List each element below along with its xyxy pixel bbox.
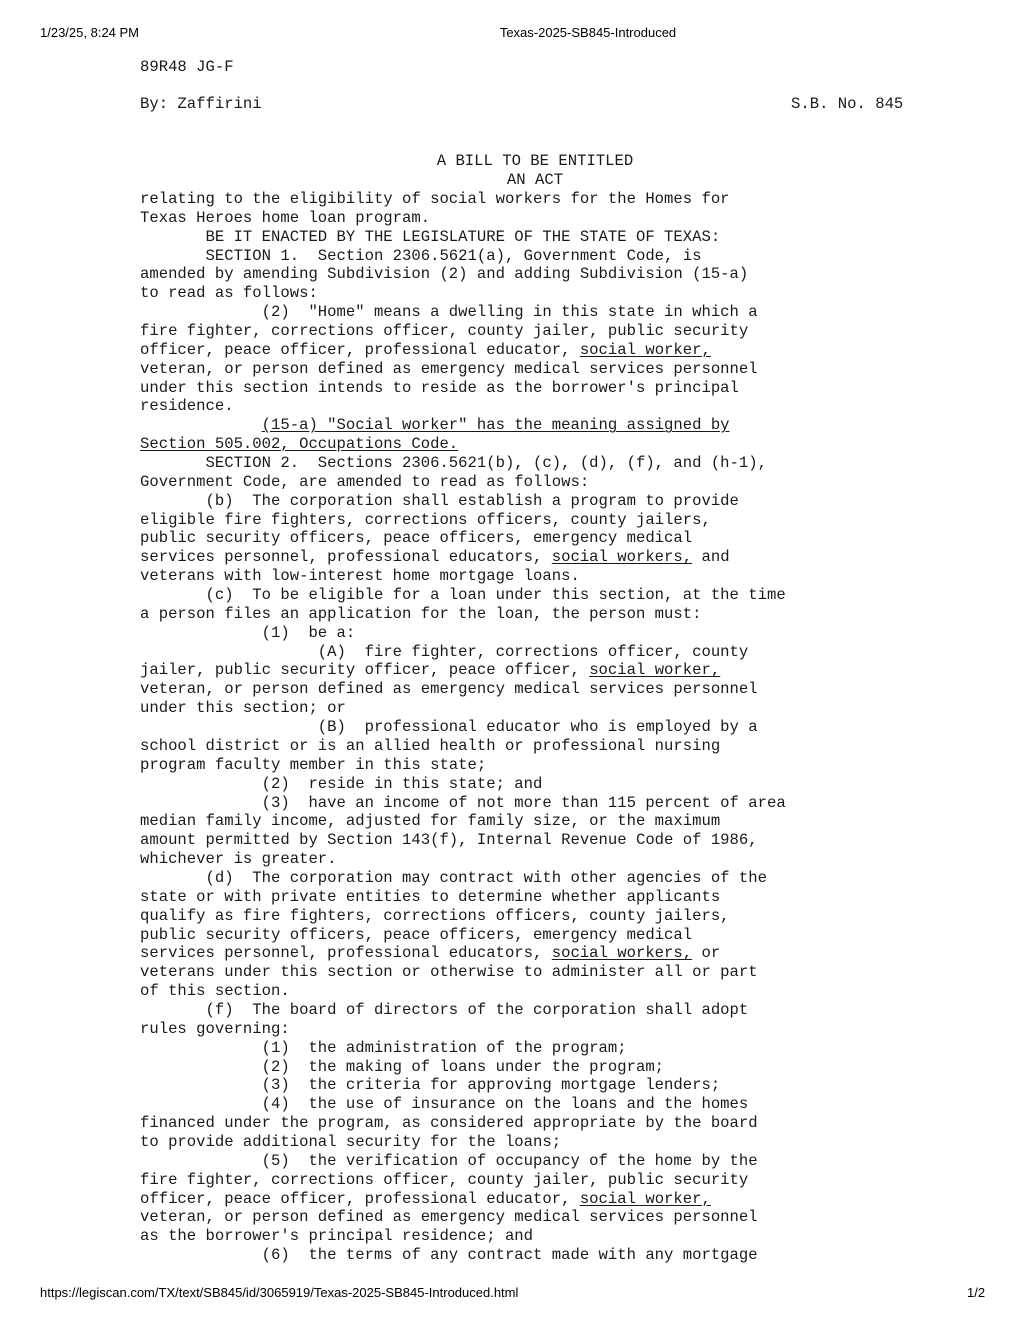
bill-heading-entitled: A BILL TO BE ENTITLED: [436, 152, 634, 170]
bill-text-line: [140, 907, 786, 926]
bill-text-segment: public security officers, peace officers, emergency medical: [140, 529, 693, 548]
bill-text-segment: public security officers, peace officers, emergency medical: [140, 925, 693, 944]
bill-text-line: [140, 548, 786, 567]
bill-text-line: [140, 1076, 786, 1095]
bill-text-line: [140, 1246, 786, 1265]
bill-draft-code: 89R48 JG-F: [140, 58, 234, 76]
bill-text-segment: or: [692, 944, 721, 963]
bill-text-line: [140, 1039, 786, 1058]
bill-text-line: [140, 473, 786, 492]
bill-text-segment: median family income, adjusted for family size, or the maximum: [140, 812, 721, 831]
bill-text-segment: (3) have an income of not more than 115 percent of area: [140, 793, 786, 812]
bill-text-line: [140, 831, 786, 850]
bill-heading: [0, 152, 1024, 190]
inserted-text: social worker,: [579, 340, 711, 359]
bill-text-line: [140, 1171, 786, 1190]
bill-text-segment: residence.: [140, 397, 234, 416]
bill-text-line: [140, 567, 786, 586]
bill-number: S.B. No. 845: [791, 95, 904, 113]
bill-text-segment: to read as follows:: [140, 284, 318, 303]
bill-text-line: [140, 1227, 786, 1246]
bill-text-line: [140, 624, 786, 643]
bill-text-segment: veterans with low-interest home mortgage loans.: [140, 567, 580, 586]
bill-text-line: [140, 511, 786, 530]
bill-text-line: [140, 265, 786, 284]
bill-text-line: [140, 926, 786, 945]
bill-text-segment: (B) professional educator who is employed by a: [140, 718, 758, 737]
bill-text-line: [140, 529, 786, 548]
bill-text-segment: under this section intends to reside as the borrower's principal: [140, 378, 739, 397]
bill-text-segment: officer, peace officer, professional educator,: [140, 1189, 580, 1208]
bill-text-line: [140, 379, 786, 398]
print-page-number: 1/2: [967, 1285, 986, 1300]
bill-text-line: [140, 492, 786, 511]
bill-text-line: [140, 322, 786, 341]
bill-text-line: [140, 228, 786, 247]
bill-text-segment: veteran, or person defined as emergency medical services personnel: [140, 359, 758, 378]
bill-text-line: [140, 888, 786, 907]
bill-text-line: [140, 850, 786, 869]
bill-text-segment: qualify as fire fighters, corrections officers, county jailers,: [140, 906, 730, 925]
print-datetime: 1/23/25, 8:24 PM: [40, 25, 140, 40]
bill-text-segment: BE IT ENACTED BY THE LEGISLATURE OF THE STATE OF TEXAS:: [140, 227, 721, 246]
bill-text-segment: amount permitted by Section 143(f), Internal Revenue Code of 1986,: [140, 831, 758, 850]
bill-text-line: [140, 699, 786, 718]
bill-text-segment: program faculty member in this state;: [140, 755, 487, 774]
bill-text-line: [140, 190, 786, 209]
bill-text-segment: fire fighter, corrections officer, county jailer, public security: [140, 322, 749, 341]
bill-text-line: [140, 416, 786, 435]
bill-text-segment: fire fighter, corrections officer, county jailer, public security: [140, 1170, 749, 1189]
bill-text-line: [140, 209, 786, 228]
bill-text-line: [140, 1133, 786, 1152]
inserted-text: Section 505.002, Occupations Code.: [140, 435, 459, 454]
inserted-text: social worker,: [589, 661, 721, 680]
bill-text-line: [140, 247, 786, 266]
bill-text-segment: (6) the terms of any contract made with any mortgage: [140, 1246, 758, 1265]
bill-text-segment: (2) the making of loans under the program;: [140, 1057, 665, 1076]
bill-text-line: [140, 435, 786, 454]
bill-text-line: [140, 1208, 786, 1227]
bill-text-segment: amended by amending Subdivision (2) and adding Subdivision (15-a): [140, 265, 749, 284]
bill-text-segment: whichever is greater.: [140, 850, 337, 869]
bill-text-line: [140, 1095, 786, 1114]
bill-text-line: [140, 963, 786, 982]
bill-text-segment: (A) fire fighter, corrections officer, county: [140, 642, 749, 661]
bill-text-segment: (2) "Home" means a dwelling in this state in which a: [140, 303, 758, 322]
bill-text-segment: and: [692, 548, 730, 567]
bill-text-line: [140, 756, 786, 775]
bill-text-line: [140, 794, 786, 813]
bill-text-line: [140, 680, 786, 699]
bill-text-line: [140, 586, 786, 605]
bill-text-segment: (1) the administration of the program;: [140, 1038, 627, 1057]
bill-text-line: [140, 718, 786, 737]
bill-text-segment: financed under the program, as considered appropriate by the board: [140, 1114, 758, 1133]
inserted-text: social workers,: [551, 548, 693, 567]
bill-text-segment: services personnel, professional educators,: [140, 548, 552, 567]
bill-text-segment: [140, 416, 262, 434]
bill-text-line: [140, 605, 786, 624]
bill-text-line: [140, 1114, 786, 1133]
bill-text-line: [140, 982, 786, 1001]
bill-text-segment: (4) the use of insurance on the loans and the homes: [140, 1095, 749, 1114]
bill-text-line: [140, 360, 786, 379]
bill-text-line: [140, 341, 786, 360]
bill-heading-act: AN ACT: [506, 170, 564, 189]
bill-text-segment: of this section.: [140, 982, 290, 1001]
bill-text-line: [140, 1001, 786, 1020]
bill-text-segment: a person files an application for the loan, the person must:: [140, 604, 702, 623]
print-page-title: Texas-2025-SB845-Introduced: [499, 25, 677, 40]
bill-text-segment: state or with private entities to determine whether applicants: [140, 887, 721, 906]
bill-author: By: Zaffirini: [140, 95, 262, 113]
bill-text-line: [140, 737, 786, 756]
bill-text-line: [140, 454, 786, 473]
bill-text-segment: eligible fire fighters, corrections officers, county jailers,: [140, 510, 711, 529]
bill-text-segment: officer, peace officer, professional educator,: [140, 340, 580, 359]
bill-text-segment: (d) The corporation may contract with other agencies of the: [140, 868, 767, 887]
bill-text-segment: veterans under this section or otherwise to administer all or part: [140, 963, 758, 982]
bill-text-segment: (f) The board of directors of the corporation shall adopt: [140, 1000, 749, 1019]
bill-text-segment: SECTION 1. Section 2306.5621(a), Government Code, is: [140, 246, 702, 265]
bill-text-line: [140, 775, 786, 794]
bill-text-segment: services personnel, professional educators,: [140, 944, 552, 963]
bill-text-segment: to provide additional security for the loans;: [140, 1132, 562, 1151]
bill-text-segment: Texas Heroes home loan program.: [140, 208, 431, 227]
bill-text-line: [140, 643, 786, 662]
bill-text-segment: Government Code, are amended to read as follows:: [140, 472, 590, 491]
inserted-text: social workers,: [551, 944, 693, 963]
bill-text-line: [140, 944, 786, 963]
bill-text-segment: veteran, or person defined as emergency medical services personnel: [140, 680, 758, 699]
inserted-text: (15-a) "Social worker" has the meaning assigned by: [261, 416, 730, 435]
bill-text-segment: (c) To be eligible for a loan under this section, at the time: [140, 586, 786, 605]
bill-text-segment: (b) The corporation shall establish a program to provide: [140, 491, 739, 510]
bill-text-line: [140, 661, 786, 680]
print-source-url[interactable]: https://legiscan.com/TX/text/SB845/id/3065919/Texas-2025-SB845-Introduced.html: [40, 1285, 519, 1300]
bill-text-line: [140, 397, 786, 416]
bill-text-segment: (1) be a:: [140, 623, 356, 642]
bill-text-segment: as the borrower's principal residence; and: [140, 1227, 534, 1246]
bill-text-line: [140, 812, 786, 831]
bill-text-segment: SECTION 2. Sections 2306.5621(b), (c), (d), (f), and (h-1),: [140, 454, 767, 473]
bill-text-line: [140, 1190, 786, 1209]
bill-text-line: [140, 1020, 786, 1039]
inserted-text: social worker,: [579, 1189, 711, 1208]
bill-text-line: [140, 284, 786, 303]
bill-text-segment: under this section; or: [140, 699, 346, 718]
bill-text-segment: school district or is an allied health or professional nursing: [140, 736, 721, 755]
bill-text-line: [140, 1058, 786, 1077]
bill-text-segment: (3) the criteria for approving mortgage lenders;: [140, 1076, 721, 1095]
bill-text-segment: jailer, public security officer, peace officer,: [140, 661, 590, 680]
bill-text-line: [140, 1152, 786, 1171]
bill-text-segment: relating to the eligibility of social workers for the Homes for: [140, 190, 730, 208]
bill-text-line: [140, 869, 786, 888]
bill-text-line: [140, 303, 786, 322]
bill-text: [140, 190, 786, 1265]
bill-text-segment: veteran, or person defined as emergency medical services personnel: [140, 1208, 758, 1227]
bill-text-segment: (5) the verification of occupancy of the home by the: [140, 1151, 758, 1170]
bill-text-segment: (2) reside in this state; and: [140, 774, 543, 793]
bill-text-segment: rules governing:: [140, 1019, 290, 1038]
